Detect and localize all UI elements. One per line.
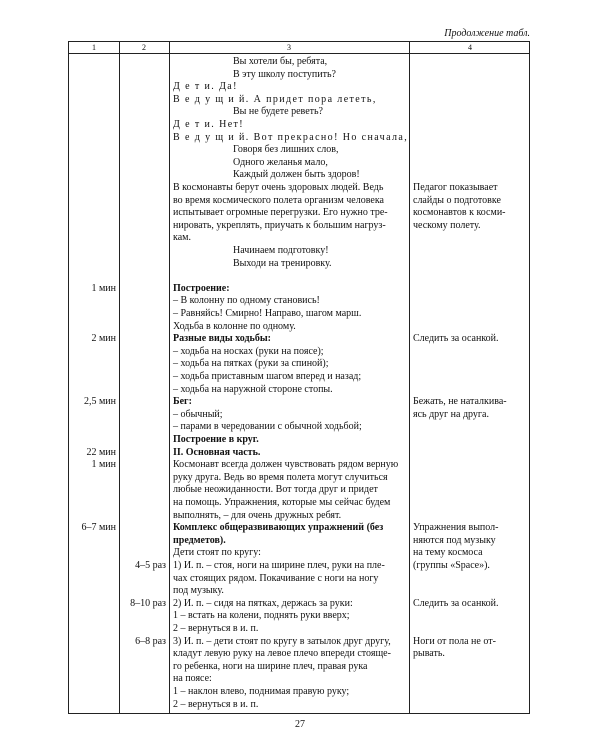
content-line: выполнять, – для очень дружных ребят. [173, 509, 342, 521]
note-line: Бежать, не наталкива- [413, 396, 507, 408]
content-line: Д е т и. Да! [173, 81, 238, 93]
duration-cell: 1 мин [91, 282, 116, 294]
duration-cell: 22 мин [86, 446, 116, 458]
content-line: Каждый должен быть здоров! [233, 169, 360, 181]
note-line: космонавтов к косми- [413, 207, 506, 219]
duration-cell: 6–7 мин [81, 522, 116, 534]
content-line: В эту школу поступить? [233, 68, 336, 80]
content-line: 2) И. п. – сидя на пятках, держась за руки: [173, 597, 353, 609]
note-line: Педагог показывает [413, 182, 498, 193]
content-line: II. Основная часть. [173, 446, 261, 458]
content-line: 1 – наклон влево, поднимая правую руку; [173, 686, 350, 697]
content-line: испытывает огромные перегрузки. Его нужно тре- [173, 207, 388, 219]
note-line: ческому полету. [413, 219, 481, 231]
content-line: кладут левую руку на левое плечо впереди стояще- [173, 648, 391, 660]
content-line: любые неожиданности. Вот тогда друг и придет [173, 484, 378, 496]
content-line: – парами в чередовании с обычной ходьбой; [173, 421, 362, 433]
content-line: – ходьба на носках (руки на поясе); [173, 345, 324, 357]
note-line: (группы «Space»). [413, 560, 490, 571]
content-line: – обычный; [173, 408, 223, 420]
column-divider [169, 42, 170, 713]
content-line: руку друга. Ведь во время полета могут случиться [173, 471, 388, 483]
repetitions-cell: 4–5 раз [135, 560, 166, 571]
content-line: на поясе: [173, 673, 212, 685]
column-divider [409, 42, 410, 713]
content-line: кам. [173, 232, 191, 244]
content-line: 2 – вернуться в и. п. [173, 698, 259, 710]
content-line: го ребенка, ноги на ширине плеч, правая рука [173, 660, 368, 672]
table-continuation-label: Продолжение табл. [444, 28, 530, 39]
duration-cell: 1 мин [91, 459, 116, 471]
column-header-3: 3 [287, 43, 291, 52]
table [68, 41, 530, 714]
content-line: Начинаем подготовку! [233, 245, 329, 256]
content-line: Д е т и. Нет! [173, 119, 245, 130]
content-line: – Равняйсь! Смирно! Направо, шагом марш. [173, 308, 362, 319]
content-line: нировать, укреплять, приучать к большим нагруз- [173, 219, 386, 231]
content-line: – ходьба на наружной стороне стопы. [173, 383, 333, 395]
note-line: Упражнения выпол- [413, 522, 499, 534]
column-header-2: 2 [142, 43, 146, 52]
note-line: слайды о подготовке [413, 194, 501, 206]
content-line: чах стоящих рядом. Покачивание с ноги на ногу [173, 572, 379, 584]
content-line: Разные виды ходьбы: [173, 333, 271, 345]
column-header-4: 4 [468, 43, 472, 52]
content-line: Вы хотели бы, ребята, [233, 56, 328, 67]
repetitions-cell: 6–8 раз [135, 635, 166, 647]
column-divider [119, 42, 120, 713]
content-line: В космонавты берут очень здоровых людей. Ведь [173, 182, 384, 193]
content-line: Ходьба в колонне по одному. [173, 320, 296, 332]
content-line: Дети стоят по кругу: [173, 547, 261, 559]
content-line: 2 – вернуться в и. п. [173, 623, 259, 634]
content-line: Построение в круг. [173, 434, 259, 445]
note-line: рывать. [413, 648, 445, 660]
content-line: Комплекс общеразвивающих упражнений (без [173, 522, 384, 534]
content-line: – В колонну по одному становись! [173, 295, 320, 307]
note-line: Следить за осанкой. [413, 597, 499, 609]
note-line: на тему космоса [413, 547, 483, 559]
note-line: няются под музыку [413, 534, 496, 546]
content-line: предметов). [173, 534, 226, 546]
duration-cell: 2 мин [91, 333, 116, 345]
content-line: во время космического полета организм человека [173, 194, 384, 206]
content-line: Бег: [173, 396, 192, 408]
duration-cell: 2,5 мин [83, 396, 116, 408]
content-line: – ходьба приставным шагом вперед и назад; [173, 371, 362, 382]
content-line: под музыку. [173, 585, 224, 597]
content-line: Построение: [173, 282, 230, 294]
header-divider [69, 53, 529, 54]
content-line: – ходьба на пятках (руки за спиной); [173, 358, 329, 370]
content-line: В е д у щ и й. А придет пора лететь, [173, 93, 377, 105]
note-line: Ноги от пола не от- [413, 635, 496, 647]
content-line: на помощь. Упражнения, которые мы сейчас будем [173, 497, 391, 508]
content-line: Говоря без лишних слов, [233, 144, 339, 156]
content-line: Вы не будете реветь? [233, 106, 323, 118]
content-line: Космонавт всегда должен чувствовать рядом верную [173, 459, 399, 471]
repetitions-cell: 8–10 раз [130, 597, 166, 609]
content-line: 3) И. п. – дети стоят по кругу в затылок друг другу, [173, 635, 391, 647]
content-line: В е д у щ и й. Вот прекрасно! Но сначала, [173, 131, 409, 143]
page-number: 27 [295, 719, 305, 730]
content-line: Одного желанья мало, [233, 156, 328, 168]
note-line: ясь друг на друга. [413, 408, 489, 420]
content-line: 1 – встать на колени, поднять руки вверх; [173, 610, 350, 622]
note-line: Следить за осанкой. [413, 333, 499, 345]
content-line: Выходи на тренировку. [233, 257, 332, 269]
column-header-1: 1 [92, 43, 96, 52]
content-line: 1) И. п. – стоя, ноги на ширине плеч, руки на пле- [173, 560, 385, 571]
